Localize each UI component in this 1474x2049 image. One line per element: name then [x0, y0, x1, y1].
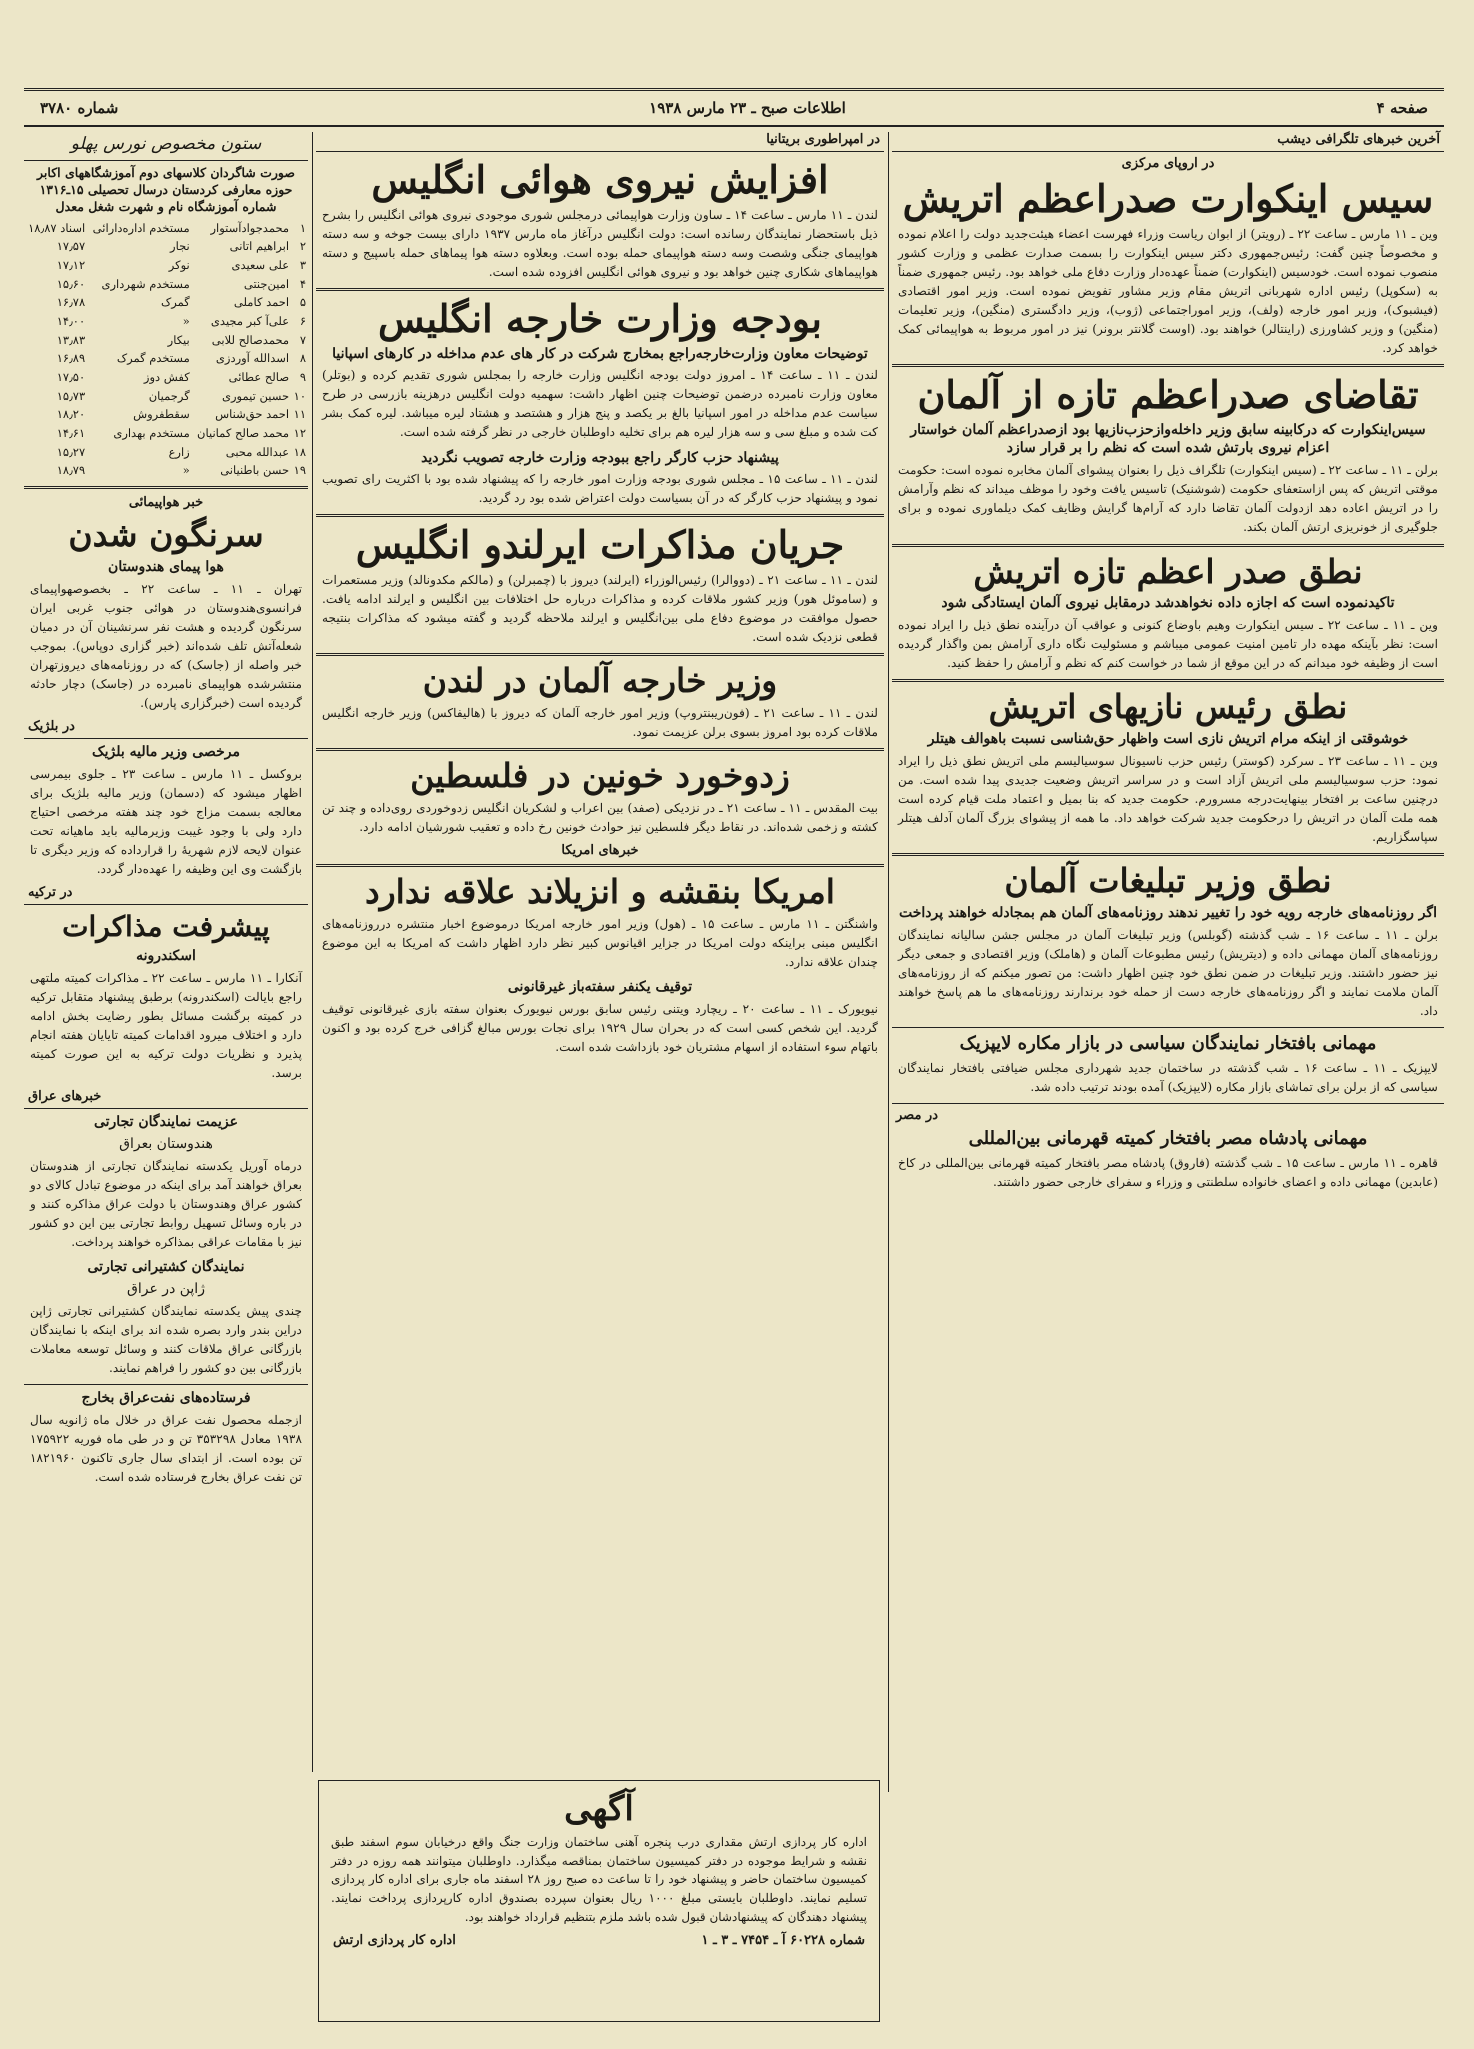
section-label: خبرهای امریکا	[561, 843, 639, 859]
ad-signature: اداره کار پردازی ارتش	[333, 1932, 456, 1948]
newspaper-page	[24, 22, 1444, 2027]
list-title: صورت شاگردان کلاسهای دوم آموزشگاههای اکابر حوزه معارفی کردستان درسال تحصیلی ۱۵ـ۱۳۱۶ شماره آموزشگاه نام و شهرت شغل معدل	[37, 165, 295, 214]
table-cell: اسدالله آوردزی	[215, 351, 290, 366]
subheadline: ژاپن در عراق	[127, 1281, 205, 1298]
section-kicker: در بلژیک	[28, 719, 75, 735]
table-cell: امین‌جنتی	[243, 276, 290, 291]
column-kicker: در امپراطوری بریتانیا	[766, 132, 880, 147]
subheadline: تاکیدنموده است که اجازه داده نخواهدشد درمقابل نیروی آلمان ایستادگی شود	[941, 595, 1395, 612]
headline: وزیر خارجه آلمان در لندن	[422, 661, 778, 701]
table-row	[24, 237, 308, 256]
table-cell: ۱۴٫۶۱	[56, 426, 86, 441]
headline: مهمانی پادشاه مصر بافتخار کمیته قهرمانی بین‌المللی	[968, 1128, 1368, 1150]
table-row	[24, 275, 308, 294]
table-cell: محمدجوادآستوار	[210, 220, 290, 235]
headline: جریان مذاکرات ایرلندو انگلیس	[355, 522, 845, 568]
table-cell: ۷	[299, 332, 306, 347]
subheadline: اسکندرونه	[136, 948, 196, 965]
table-cell: ۱۴٫۰۰	[56, 313, 86, 328]
table-cell: ۲	[299, 239, 306, 254]
article-body: وین ـ ۱۱ مارس ـ ساعت ۲۲ ـ (رویتر) از ابوان ریاست وزراء فهرست اعضاء هیئت‌جدید دولت را اعلام نموده و مخصوصاً چنین گفت: رئیس‌جمهوری دکتر سیس اینکوارت را بسمت صدارت عظمی و وزارت کشور منصوب نموده است. خودسیس (اینکوارت) ضمناً عهده‌دار وزارت دفاع ملی خواهد بود. رئیس جمهوری ضمناً به (سکوپل) رئیس اداره شهربانی اتریش مقام وزیر مشاور تفویض نموده است. وزیر امور اقتصادی (فیشبوک)، وزیر امور خارجه (ولف)، وزیر اموراجتماعی (ژوب)، وزیر دادگستری (منگین)، وزیر تعلیمات (منگین) و وزیر کشاورزی (راینتالر) خواهند بود. (اوست گلانتر برونر) نیز در امور مربوط به هواپیمائی کمک خواهد کرد.	[898, 226, 1438, 355]
column-middle	[316, 130, 884, 1770]
table-cell: علی سعیدی	[231, 257, 290, 272]
table-cell: سقطفروش	[133, 407, 190, 422]
section-kicker: در ترکیه	[28, 885, 73, 901]
column-left	[24, 130, 308, 2025]
table-cell: گمرک	[160, 295, 190, 310]
table-cell: حسن باطنیانی	[220, 463, 290, 478]
table-cell: نوکر	[168, 257, 190, 272]
table-cell: مستخدم اداره‌دارائی	[92, 220, 190, 235]
paper-date: اطلاعات صبح ـ ۲۳ مارس ۱۹۳۸	[649, 99, 846, 117]
table-row	[24, 312, 308, 331]
table-cell: محمدصالح للابی	[211, 332, 290, 347]
column-rule-right	[888, 132, 889, 1792]
table-cell: ۱۵٫۲۷	[56, 444, 86, 459]
article-body: وین ـ ۱۱ ـ ساعت ۲۲ ـ سیس اینکوارت وهیم باوضاع کنونی و عواقب آن درآینده نطق ذیل را ایراد نموده است: نظر بآینکه مهده دار تامین امنیت عمومی میباشم و مسئولیت نگاه داری آرامش بمن واگذار گردیده است از وظیفه خود میدانم که در این موقع از شما در خواست کنم که نظم و آرامش را حفظ کنید.	[898, 618, 1438, 671]
table-cell: ۱۵٫۶۰	[56, 276, 86, 291]
article-body: قاهره ـ ۱۱ مارس ـ ساعت ۱۵ ـ شب گذشته (فاروق) پادشاه مصر بافتخار کمیته قهرمانی بین‌المللی در کاخ (عابدین) مهمانی داده و اعضای خانواده سلطنتی و وزراء و سفرای خارجی حضور داشتند.	[898, 1155, 1438, 1189]
table-cell: «	[182, 463, 190, 478]
article-body: لندن ـ ۱۱ ـ ساعت ۲۱ ـ (فون‌ریبنتروپ) وزیر امور خارجه آلمان که دیروز با (هالیفاکس) وزیر خارجه انگلیس ملاقات کرده بود امروز بسوی برلن عزیمت نمود.	[322, 706, 879, 740]
subheadline: فرستاده‌های نفت‌عراق بخارج	[81, 1390, 251, 1407]
table-row	[24, 405, 308, 424]
article-body: بیت المقدس ـ ۱۱ ـ ساعت ۲۱ ـ در نزدیکی (صفد) بین اعراب و لشکریان انگلیس زدوخوردی روی‌داده و چند تن کشته و زخمی شده‌اند. در نقاط دیگر فلسطین نیز حوادث خونین رخ داده و تعقیب شورشیان ادامه دارد.	[322, 801, 878, 835]
table-row	[24, 443, 308, 462]
column-signature: ستون مخصوص نورس پهلو	[70, 134, 262, 154]
subheadline: هندوستان بعراق	[119, 1136, 213, 1153]
table-cell: ۱۸٫۲۰	[56, 407, 86, 422]
issue-number: شماره ۳۷۸۰	[40, 99, 119, 117]
headline: سیس اینکوارت صدراعظم اتریش	[902, 176, 1434, 221]
table-row	[24, 461, 308, 480]
table-cell: ۵	[299, 295, 306, 310]
masthead	[24, 88, 1444, 127]
article-body: لندن ـ ۱۱ ـ ساعت ۲۱ ـ (دووالرا) رئیس‌الوزراء (ایرلند) دیروز با (چمبرلن) و (مالکم مکدونالد) وزیر مستعمرات و (ساموئل هور) وزیر کشور ملاقات کرده و مذاکرات درباره حل اختلافات بین انگلیس و ایرلند ادامه یافت. حصول موافقت در موضوع دفاع ملی بین‌انگلیس و ایرلند ملاحظه گردید و گفته میشود که مذاکرات بنتیجه قطعی نزدیک شده است.	[322, 573, 879, 645]
headline: مهمانی بافتخار نمایندگان سیاسی در بازار مکاره لایپزیک	[959, 1033, 1377, 1055]
table-cell: ۱۲	[293, 426, 306, 441]
table-cell: ۳	[299, 257, 306, 272]
table-cell: ۱۳٫۸۳	[56, 332, 86, 347]
table-row	[24, 331, 308, 350]
table-cell: علی‌آ کبر مجیدی	[210, 313, 290, 328]
table-row	[24, 256, 308, 275]
subheadline: هوا پیمای هندوستان	[108, 558, 224, 575]
table-cell: زارع	[168, 444, 190, 459]
table-cell: ۱۱	[293, 407, 306, 422]
table-cell: ۱۶٫۷۸	[56, 295, 86, 310]
article-body: ازجمله محصول نفت عراق در خلال ماه ژانویه سال ۱۹۳۸ معادل ۳۵۳۲۹۸ تن و در طی ماه فوریه ۱۷۵۹۲۲ تن بوده است. از ابتدای سال جاری تاکنون ۱۸۲۱۹۶۰ تن نفت عراق بخارج فرستاده شده است.	[30, 1413, 303, 1485]
section-kicker: در مصر	[896, 1108, 939, 1124]
table-cell: حسین تیموری	[222, 388, 290, 403]
table-cell: احمد کاملی	[233, 295, 290, 310]
table-cell: ۱۰	[293, 388, 306, 403]
headline: زدوخورد خونین در فلسطین	[410, 756, 790, 796]
subheadline: توضیحات معاون وزارت‌خارجه‌راجع بمخارج شرکت در کار های عدم مداخله در کار‌های اسپانیا	[332, 345, 868, 362]
table-cell: محمد صالح کمانیان	[197, 426, 290, 441]
ad-body: اداره کار پردازی ارتش مقداری درب پنجره آهنی ساختمان وزارت جنگ واقع درخیابان سوم اسفند طبق نقشه و شرایط موجوده در دفتر کمیسیون ساختمان بمناقصه میگذارد. داوطلبان میتوانند همه روزه در دفتر کمیسیون ساختمان حاضر و پیشنهاد خود را تا ساعت ده صبح روز ۲۸ اسفند ماه جاری برای اداره کار پردازی تسلیم نمایند. داوطلبان بایستی مبلغ ۱۰۰۰ ریال بعنوان سپرده بصندوق اداره کارپردازی پرداخت نمایند. پیشنهاد دهندگان که پیشنهادشان قبول شده باشد ملزم بتنظیم قرارداد خواهند بود.	[331, 1835, 868, 1924]
headline: سرنگون شدن	[68, 515, 264, 555]
subheadline: مرخصی وزیر مالیه بلژیک	[92, 744, 240, 761]
table-cell: عبدالله محبی	[225, 444, 290, 459]
column-kicker: آخرین خبر‌های تلگرافی دیشب	[1277, 132, 1440, 147]
article-body: لندن ـ ۱۱ ـ ساعت ۱۴ ـ امروز دولت بودجه انگلیس وزارت خارجه را بمجلس شوری تقدیم کرده و (بوتلر) معاون وزارت نامبرده درضمن توضیحات چنین اظهار داشت: سهمیه دولت انگلیس درهزینه بازرسی در طرح سیاست عدم مداخله در امور اسپانیا بالغ بر یکصد و پنج هزار و هشتصد و هشتاد لیره میباشد. لیره کمک بشر کت شده و مبلغ سی و سه هزار لیره هم برای تخلیه داوطلبان خارجی در نظر گرفته شده است.	[322, 368, 879, 440]
article-body: برلن ـ ۱۱ ـ ساعت ۱۶ ـ شب گذشته (گوبلس) وزیر تبلیغات آلمان در مجلس جشن سالیانه نمایندگان روزنامه‌های آلمان مهمانی داده و (دیتریش) رئیس مطبوعات آلمان و (هاملک) وزیر اقتصادی و جمعی دیگر نیز حضور داشتند. وزیر تبلیغات در ضمن نطق خود چنین اظهار داشت: من تصور میکنم که از روزنامه‌های آلمان ملامت نمایند و اگر روزنامه‌های خارجه دست از حمله خود برندارند روزنامه‌های ما هم پاسخ خواهند داد.	[898, 928, 1438, 1019]
subheadline: اگر روزنامه‌های خارجه رویه خود را تغییر ندهند روزنامه‌های آلمان هم بمجادله خواهند پرداخت	[899, 905, 1437, 922]
headline: افزایش نیروی هوائی انگلیس	[371, 157, 829, 202]
headline: امریکا بنقشه و انزیلاند علاقه ندارد	[365, 872, 835, 912]
headline: پیشرفت مذاکرات	[62, 910, 270, 944]
subheadline: توقیف یکنفر سفته‌باز غیرقانونی	[507, 979, 693, 996]
table-row	[24, 349, 308, 368]
table-cell: ۱۹	[293, 463, 306, 478]
page-number: صفحه ۴	[1376, 99, 1428, 117]
headline: نطق وزیر تبلیغات آلمان	[1004, 861, 1332, 901]
table-cell: ۱۷٫۵۷	[56, 239, 86, 254]
article-body: وین ـ ۱۱ ـ ساعت ۲۳ ـ سرکرد (کوستر) رئیس حزب ناسیونال سوسیالیسم ملی اتریش نطق ذیل را ایراد نمود: حزب سوسیالیسم ملی اتریش آزاد است و در سراسر اتریش وضعیت جدیدی پیدا شده است. من درچنین ساعت بر افتخار بینهایت‌درجه مسرورم. حکومت جدید که بنا بمیل و اعتماد ملت قیام کرده است همه ملت آلمان در اتریش را درحکومت جدید شرکت خواهد داد. ما همه از پیشوای بزرگ آلمان آدلف هیتلر سپاسگزاریم.	[898, 754, 1439, 845]
table-cell: ۱	[299, 220, 306, 235]
section-kicker: خبر هواپیمائی	[128, 495, 204, 511]
article-body: لایپزیک ـ ۱۱ ـ ساعت ۱۶ ـ شب گذشته در ساختمان جدید شهرداری مجلس ضیافتی بافتخار نمایندگان سیاسی که از برلن برای تماشای بازار مکاره (لایپزیک) آمده بودند ترتیب داده شد.	[898, 1061, 1439, 1095]
table-cell: ۸	[299, 351, 306, 366]
table-cell: گرجمیان	[148, 388, 190, 403]
table-cell: ۴	[299, 276, 306, 291]
article-body: تهران ـ ۱۱ ـ ساعت ۲۲ ـ بخصوصهواپیمای فرانسوی‌هندوستان در هوائی جنوب غربی ایران سرنگون گردیده و هشت نفر سرنشینان آن در دمیان شعله‌آتش تلف شده‌اند (خبر گزاری دوپاس). بموجب خبر واصله از (جاسک) که در روزنامه‌های دیروزتهران منتشرشده هواپیمای نامبرده در (جاسک) دچار حادثه گردیده است (خبرگزاری پارس).	[30, 581, 303, 711]
column-right	[892, 130, 1444, 2025]
table-cell: ۶	[299, 313, 306, 328]
table-cell: کفش دوز	[143, 370, 190, 384]
table-cell: ۹	[299, 370, 306, 384]
column-rule-left	[312, 132, 313, 1772]
table-cell: اسناد ۱۸٫۸۷	[28, 220, 86, 235]
headline: نطق صدر اعظم تازه اتریش	[973, 551, 1363, 591]
table-row	[24, 368, 308, 387]
subheadline: پیشنهاد حزب کارگر راجع ببودجه وزارت خارجه تصویب نگردید	[421, 449, 779, 466]
table-cell: مستخدم گمرک	[116, 351, 190, 366]
table-cell: مستخدم بهداری	[113, 426, 190, 441]
subheadline: خوشوقتی از اینکه مرام اتریش نازی است واظهار حق‌شناسی نسبت باهوالف هیتلر	[927, 731, 1409, 748]
ad-title: آگهی	[564, 1789, 634, 1829]
headline: تقاضای صدراعظم تازه از آلمان	[917, 371, 1419, 417]
article-body: لندن ـ ۱۱ مارس ـ ساعت ۱۴ ـ ساون وزارت هواپیمائی درمجلس شوری موجودی نیروی هوائی انگلیس را بشرح ذیل باستحضار نمایندگان رسانده است: دولت انگلیس درآغاز ماه مارس ۱۹۳۷ دارای بیست جوخه و سه دسته هواپیمای جنگی وشصت وسه دسته هواپیمای حمله بوده است. وبعلاوه دسته هوا پیماهای حمله باسپیج و دسته هواپیماهای شکاری چنین خواهد بود و نیروی هوائی انگلیس افزوده شده است.	[322, 207, 878, 279]
table-cell: ابراهیم اتانی	[229, 239, 290, 254]
article-body: نیویورک ـ ۱۱ ـ ساعت ۲۰ ـ ریچارد ویتنی رئیس سابق بورس نیویورک بعنوان سفته بازی غیرقانونی توقیف گردید. این شخص کسی است که در بحران سال ۱۹۲۹ برای نجات بورس مبالغ گزافی خرج کرده بود و اکنون باتهام سوء استفاده از اسهام مشتریان خود بازداشت شده است.	[322, 1002, 879, 1055]
subheadline: سیس‌اینکوارت که درکابینه سابق وزیر داخله‌وازحزب‌نازیها بود ازصدراعظم آلمان خواستار اعزام نیروی بارتش شده است که نظم را بر قرار سازد	[910, 421, 1426, 457]
article-body: درماه آوریل یکدسته نمایندگان تجارتی از هندوستان بعراق خواهند آمد برای اینکه در موضوع تبادل کالای دو کشور عراق وهندوستان با دولت عراق مذاکره کنند و در باره وسائل تسهیل روابط تجارتی بین این دو کشور نیز با مقامات عراقی بمذاکره خواهند پرداخت.	[30, 1159, 302, 1250]
subheadline: نمایندگان کشتیرانی تجارتی	[87, 1259, 245, 1276]
table-row	[24, 293, 308, 312]
article-body: چندی پیش یکدسته نمایندگان کشتیرانی تجارتی ژاپن دراین بندر وارد بصره شده اند برای اینکه با نمایندگان بازرگانی عراق ملاقات کنند و وسائل توسعه معاملات بازرگانی بین دو کشور را فراهم نمایند.	[30, 1304, 302, 1376]
table-cell: ۱۷٫۵۰	[56, 370, 86, 384]
subheadline: عزیمت نمایندگان تجارتی	[93, 1114, 239, 1131]
table-cell: مستخدم شهرداری	[101, 276, 190, 291]
table-cell: ۱۷٫۱۲	[56, 257, 86, 272]
article-body: واشنگتن ـ ۱۱ مارس ـ ساعت ۱۵ ـ (هول) وزیر امور خارجه امریکا درموضوع اخبار منتشره درروزنامه‌های انگلیس مبنی براینکه دولت امریکا در جزایر اقیانوس کبیر نظر دارد اظهار داشت که امریکا به این موضوع چندان علاقه ندارد.	[322, 917, 878, 970]
headline: بودجه وزارت خارجه انگلیس	[378, 295, 822, 341]
table-row	[24, 424, 308, 443]
table-cell: ۱۸٫۷۹	[56, 463, 86, 478]
table-cell: بیکار	[167, 332, 190, 347]
article-body: لندن ـ ۱۱ ـ ساعت ۱۵ ـ مجلس شوری بودجه وزارت امور خارجه را که پیشنهاد شده بود با اکثریت رای تصویب نمود و پیشنهاد حزب کارگر که در آن بسیاست دولت اعتراض شده بود رد گردید.	[322, 472, 879, 506]
section-kicker: در اروپای مرکزی	[1121, 156, 1215, 171]
table-cell: صالح عطائی	[228, 370, 290, 384]
headline: نطق رئیس نازیهای اتریش	[988, 687, 1348, 727]
advertisement-box	[318, 1780, 880, 2022]
article-body: آنکارا ـ ۱۱ مارس ـ ساعت ۲۲ ـ مذاکرات کمیته ملتهی راجع بایالت (اسکندرونه) برطبق پیشنهاد متقابل ترکیه در کمیته برگشت مسائل بطور رضایت بخش ادامه دارد و اختلاف میرود اقدامات کمیته تایایان هفته انجام پذیرد و نظریات دولت ترکیه به این صورت کمیته برسد.	[30, 971, 302, 1081]
section-kicker: خبرهای عراق	[28, 1089, 102, 1105]
table-cell: ۱۵٫۷۳	[56, 388, 86, 403]
table-cell: ۱۶٫۸۹	[56, 351, 86, 366]
table-row	[24, 387, 308, 406]
article-body: بروکسل ـ ۱۱ مارس ـ ساعت ۲۳ ـ جلوی بیمرسی اظهار میشود که (دسمان) وزیر مالیه بلژیک برای معالجه بسمت مزاج خود چند هفته مرخصی احتیاج دارد ولی با وجود غیبت وزیرمالیه باید ماهیانه تحت عنوان لایحه لازم شهر‌یهٔ را قرارداده که وزیر دیگری تا بازگشت وی این وظیفه را عهده‌دار گردد.	[30, 766, 302, 877]
article-body: برلن ـ ۱۱ ـ ساعت ۲۲ ـ (سیس اینکوارت) تلگراف ذیل را بعنوان پیشوای آلمان مخابره نموده است: حکومت موقتی اتریش که پس ازاستعفای حکومت (شوشنیک) تاسیس یافت وخود را موظف میداند که نظم وآرامش را در اتریش اعاده دهد ازدولت آلمان تقاضا دارد که آرام‌ها گرایش وظایف کمک دیلماوری نموده و برای جلوگیری از خونریزی ارتش آلمان بکند.	[898, 463, 1438, 535]
table-cell: نجار	[170, 239, 190, 254]
table-cell: «	[182, 313, 190, 328]
table-cell: احمد حق‌شناس	[215, 407, 290, 422]
table-cell: ۱۸	[293, 444, 306, 459]
student-table	[24, 219, 308, 480]
ad-code: شماره ۶۰۲۲۸ آ ـ ۷۴۵۴ ـ ۳ ـ ۱	[701, 1932, 865, 1948]
table-row	[24, 219, 308, 238]
